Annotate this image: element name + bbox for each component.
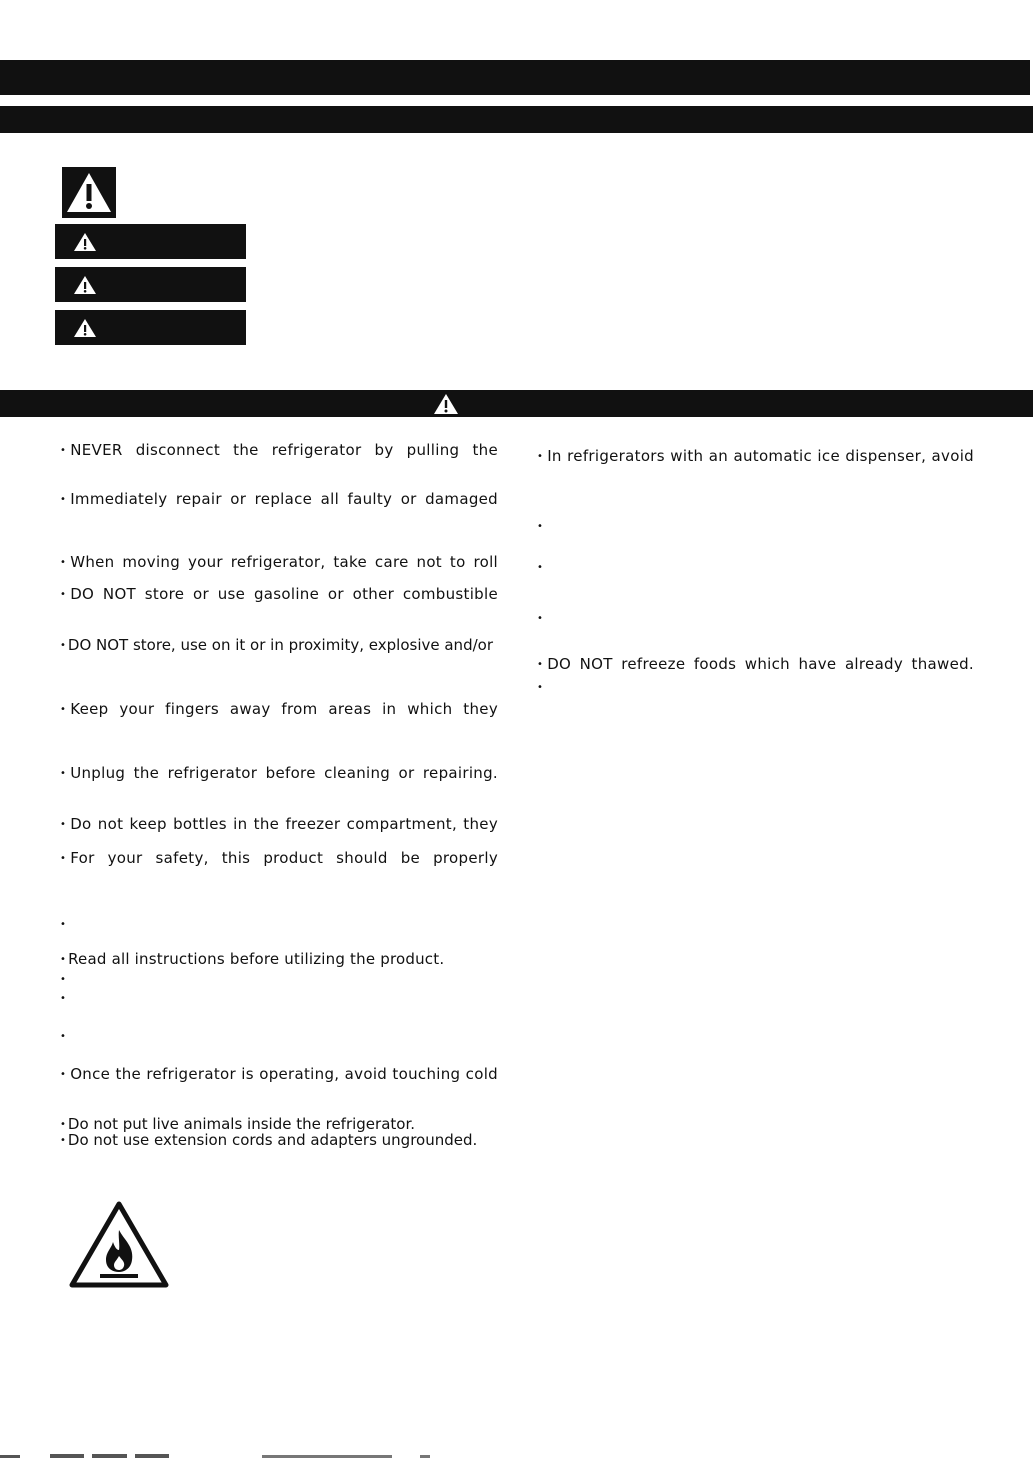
right-column [537,0,977,1459]
list-item-text: In refrigerators with an automatic ice dispenser, avoid [547,447,974,465]
list-item: • Do not keep bottles in the freezer compartment, they [60,815,498,833]
list-item: • When moving your refrigerator, take care not to roll [60,553,498,571]
list-item: • [537,613,544,624]
list-item-text: For your safety, this product should be properly [70,849,498,867]
list-item: • DO NOT refreeze foods which have already thawed. [537,655,974,673]
list-item-text: Once the refrigerator is operating, avoid touching cold [70,1065,498,1083]
list-item: • [537,521,544,532]
list-item: • Do not put live animals inside the refrigerator. [60,1115,416,1133]
list-item: • DO NOT store or use gasoline or other combustible [60,585,498,603]
list-item: • [537,562,544,573]
list-item: • In refrigerators with an automatic ice dispenser, avoid [537,447,974,465]
list-item: • [60,1031,67,1042]
list-item-text: DO NOT store or use gasoline or other combustible [70,585,498,603]
list-item-text: Do not put live animals inside the refrigerator. [67,1115,416,1133]
list-item: • [60,993,67,1004]
list-item: • DO NOT store, use on it or in proximity, explosive and/or [60,636,493,654]
footer-cropped-text [0,1452,1033,1459]
list-item: • [537,682,544,693]
list-item-text: DO NOT store, use on it or in proximity, explosive and/or [67,636,493,654]
list-item-text: Read all instructions before utilizing the product. [68,950,445,968]
list-item-text: Unplug the refrigerator before cleaning or repairing. [70,764,498,782]
list-item: • Read all instructions before utilizing the product. [60,950,445,968]
list-item-text: Do not keep bottles in the freezer compartment, they [70,815,498,833]
list-item: • Do not use extension cords and adapters ungrounded. [60,1131,478,1149]
list-item-text: NEVER disconnect the refrigerator by pulling the [70,441,498,459]
list-item: • Keep your fingers away from areas in which they [60,700,498,718]
list-item-text: When moving your refrigerator, take care not to roll [70,553,498,571]
list-item: • Unplug the refrigerator before cleaning or repairing. [60,764,498,782]
list-item: • [60,974,67,985]
list-item: • NEVER disconnect the refrigerator by pulling the [60,441,498,459]
list-item-text: Keep your fingers away from areas in which they [70,700,498,718]
list-item: • Once the refrigerator is operating, avoid touching cold [60,1065,498,1083]
list-item-text: DO NOT refreeze foods which have already thawed. [547,655,974,673]
list-item: • Immediately repair or replace all faulty or damaged [60,490,498,508]
flammable-flame-icon [68,1200,170,1288]
list-item: • [60,919,67,930]
list-item-text: Do not use extension cords and adapters ungrounded. [67,1131,478,1149]
list-item: • For your safety, this product should be properly [60,849,498,867]
list-item-text: Immediately repair or replace all faulty or damaged [70,490,498,508]
